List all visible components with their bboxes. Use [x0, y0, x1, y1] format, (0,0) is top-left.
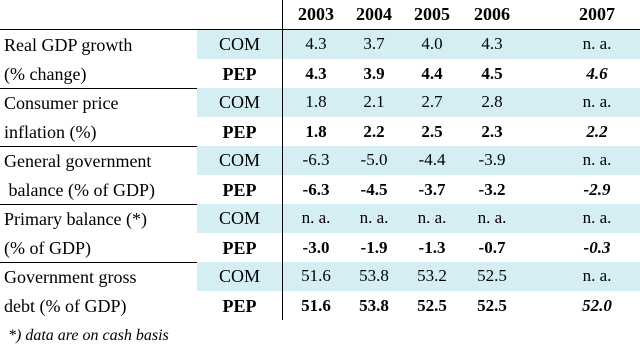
source-pep: PEP: [222, 122, 257, 142]
year-header: 2007: [579, 4, 615, 24]
pep-value: 53.8: [359, 296, 389, 315]
pep-value: -2.9: [583, 180, 611, 199]
pep-value: 2.2: [586, 122, 608, 141]
pep-value: -4.5: [360, 180, 388, 199]
source-com: COM: [218, 150, 260, 170]
com-value: n. a.: [582, 34, 612, 53]
column-divider: [282, 0, 283, 320]
row-label-line2: debt (% of GDP): [4, 296, 127, 316]
row-label-line2: inflation (%): [4, 122, 97, 142]
pep-value: 4.6: [586, 64, 608, 83]
com-value: 4.3: [305, 34, 327, 53]
source-com: COM: [218, 92, 260, 112]
row-label-line2: (% change): [4, 64, 87, 84]
com-value: 2.1: [363, 92, 385, 111]
year-header: 2004: [356, 4, 392, 24]
source-com: COM: [218, 266, 260, 286]
com-value: 53.2: [417, 266, 447, 285]
pep-value: -3.0: [302, 238, 330, 257]
com-value: n. a.: [359, 208, 389, 227]
pep-value: -6.3: [302, 180, 330, 199]
pep-value: 4.3: [305, 64, 327, 83]
pep-value: 2.2: [363, 122, 385, 141]
pep-value: -3.2: [478, 180, 506, 199]
row-group-real-gdp-growth: [0, 30, 640, 88]
pep-value: -0.7: [478, 238, 506, 257]
pep-value: 2.3: [481, 122, 503, 141]
com-value: n. a.: [582, 150, 612, 169]
row-label-line1: Consumer price: [4, 93, 119, 113]
pep-value: -1.3: [418, 238, 446, 257]
row-group-consumer-price-inflation: [0, 88, 640, 146]
year-header: 2006: [474, 4, 510, 24]
com-value: n. a.: [582, 92, 612, 111]
com-value: n. a.: [301, 208, 331, 227]
com-value: -5.0: [360, 150, 388, 169]
source-pep: PEP: [222, 296, 257, 316]
pep-value: -1.9: [360, 238, 388, 257]
source-com: COM: [218, 208, 260, 228]
com-value: -3.9: [478, 150, 506, 169]
row-label-line2: (% of GDP): [4, 238, 91, 258]
pep-value: 52.0: [582, 296, 612, 315]
row-label-line1: General government: [4, 151, 152, 171]
com-value: -4.4: [418, 150, 446, 169]
pep-value: 1.8: [305, 122, 327, 141]
pep-value: 2.5: [421, 122, 443, 141]
row-label-line2: balance (% of GDP): [4, 180, 155, 200]
com-value: 2.7: [421, 92, 443, 111]
com-value: -6.3: [302, 150, 330, 169]
source-pep: PEP: [222, 64, 257, 84]
com-value: 2.8: [481, 92, 503, 111]
year-header: 2005: [414, 4, 450, 24]
pep-value: 52.5: [417, 296, 447, 315]
row-label-line1: Primary balance (*): [4, 209, 147, 229]
com-value: n. a.: [417, 208, 447, 227]
pep-value: -0.3: [583, 238, 611, 257]
com-value: 52.5: [477, 266, 507, 285]
row-label-line1: Government gross: [4, 267, 137, 287]
com-value: n. a.: [582, 208, 612, 227]
row-label-line1: Real GDP growth: [4, 35, 133, 55]
pep-value: 51.6: [301, 296, 331, 315]
year-header-row: [0, 0, 640, 30]
com-value: n. a.: [582, 266, 612, 285]
source-pep: PEP: [222, 180, 257, 200]
footnote: *) data are on cash basis: [8, 327, 169, 344]
pep-value: 4.4: [421, 64, 443, 83]
com-value: 1.8: [305, 92, 327, 111]
pep-value: 52.5: [477, 296, 507, 315]
row-group-primary-balance: [0, 204, 640, 262]
com-value: 51.6: [301, 266, 331, 285]
pep-value: -3.7: [418, 180, 446, 199]
source-pep: PEP: [222, 238, 257, 258]
pep-value: 4.5: [481, 64, 503, 83]
com-value: n. a.: [477, 208, 507, 227]
com-value: 4.3: [481, 34, 503, 53]
com-value: 53.8: [359, 266, 389, 285]
row-group-general-government-balance: [0, 146, 640, 204]
pep-value: 3.9: [363, 64, 385, 83]
com-value: 4.0: [421, 34, 443, 53]
row-group-government-gross-debt: [0, 262, 640, 320]
source-com: COM: [218, 34, 260, 54]
com-value: 3.7: [363, 34, 385, 53]
year-header: 2003: [298, 4, 334, 24]
